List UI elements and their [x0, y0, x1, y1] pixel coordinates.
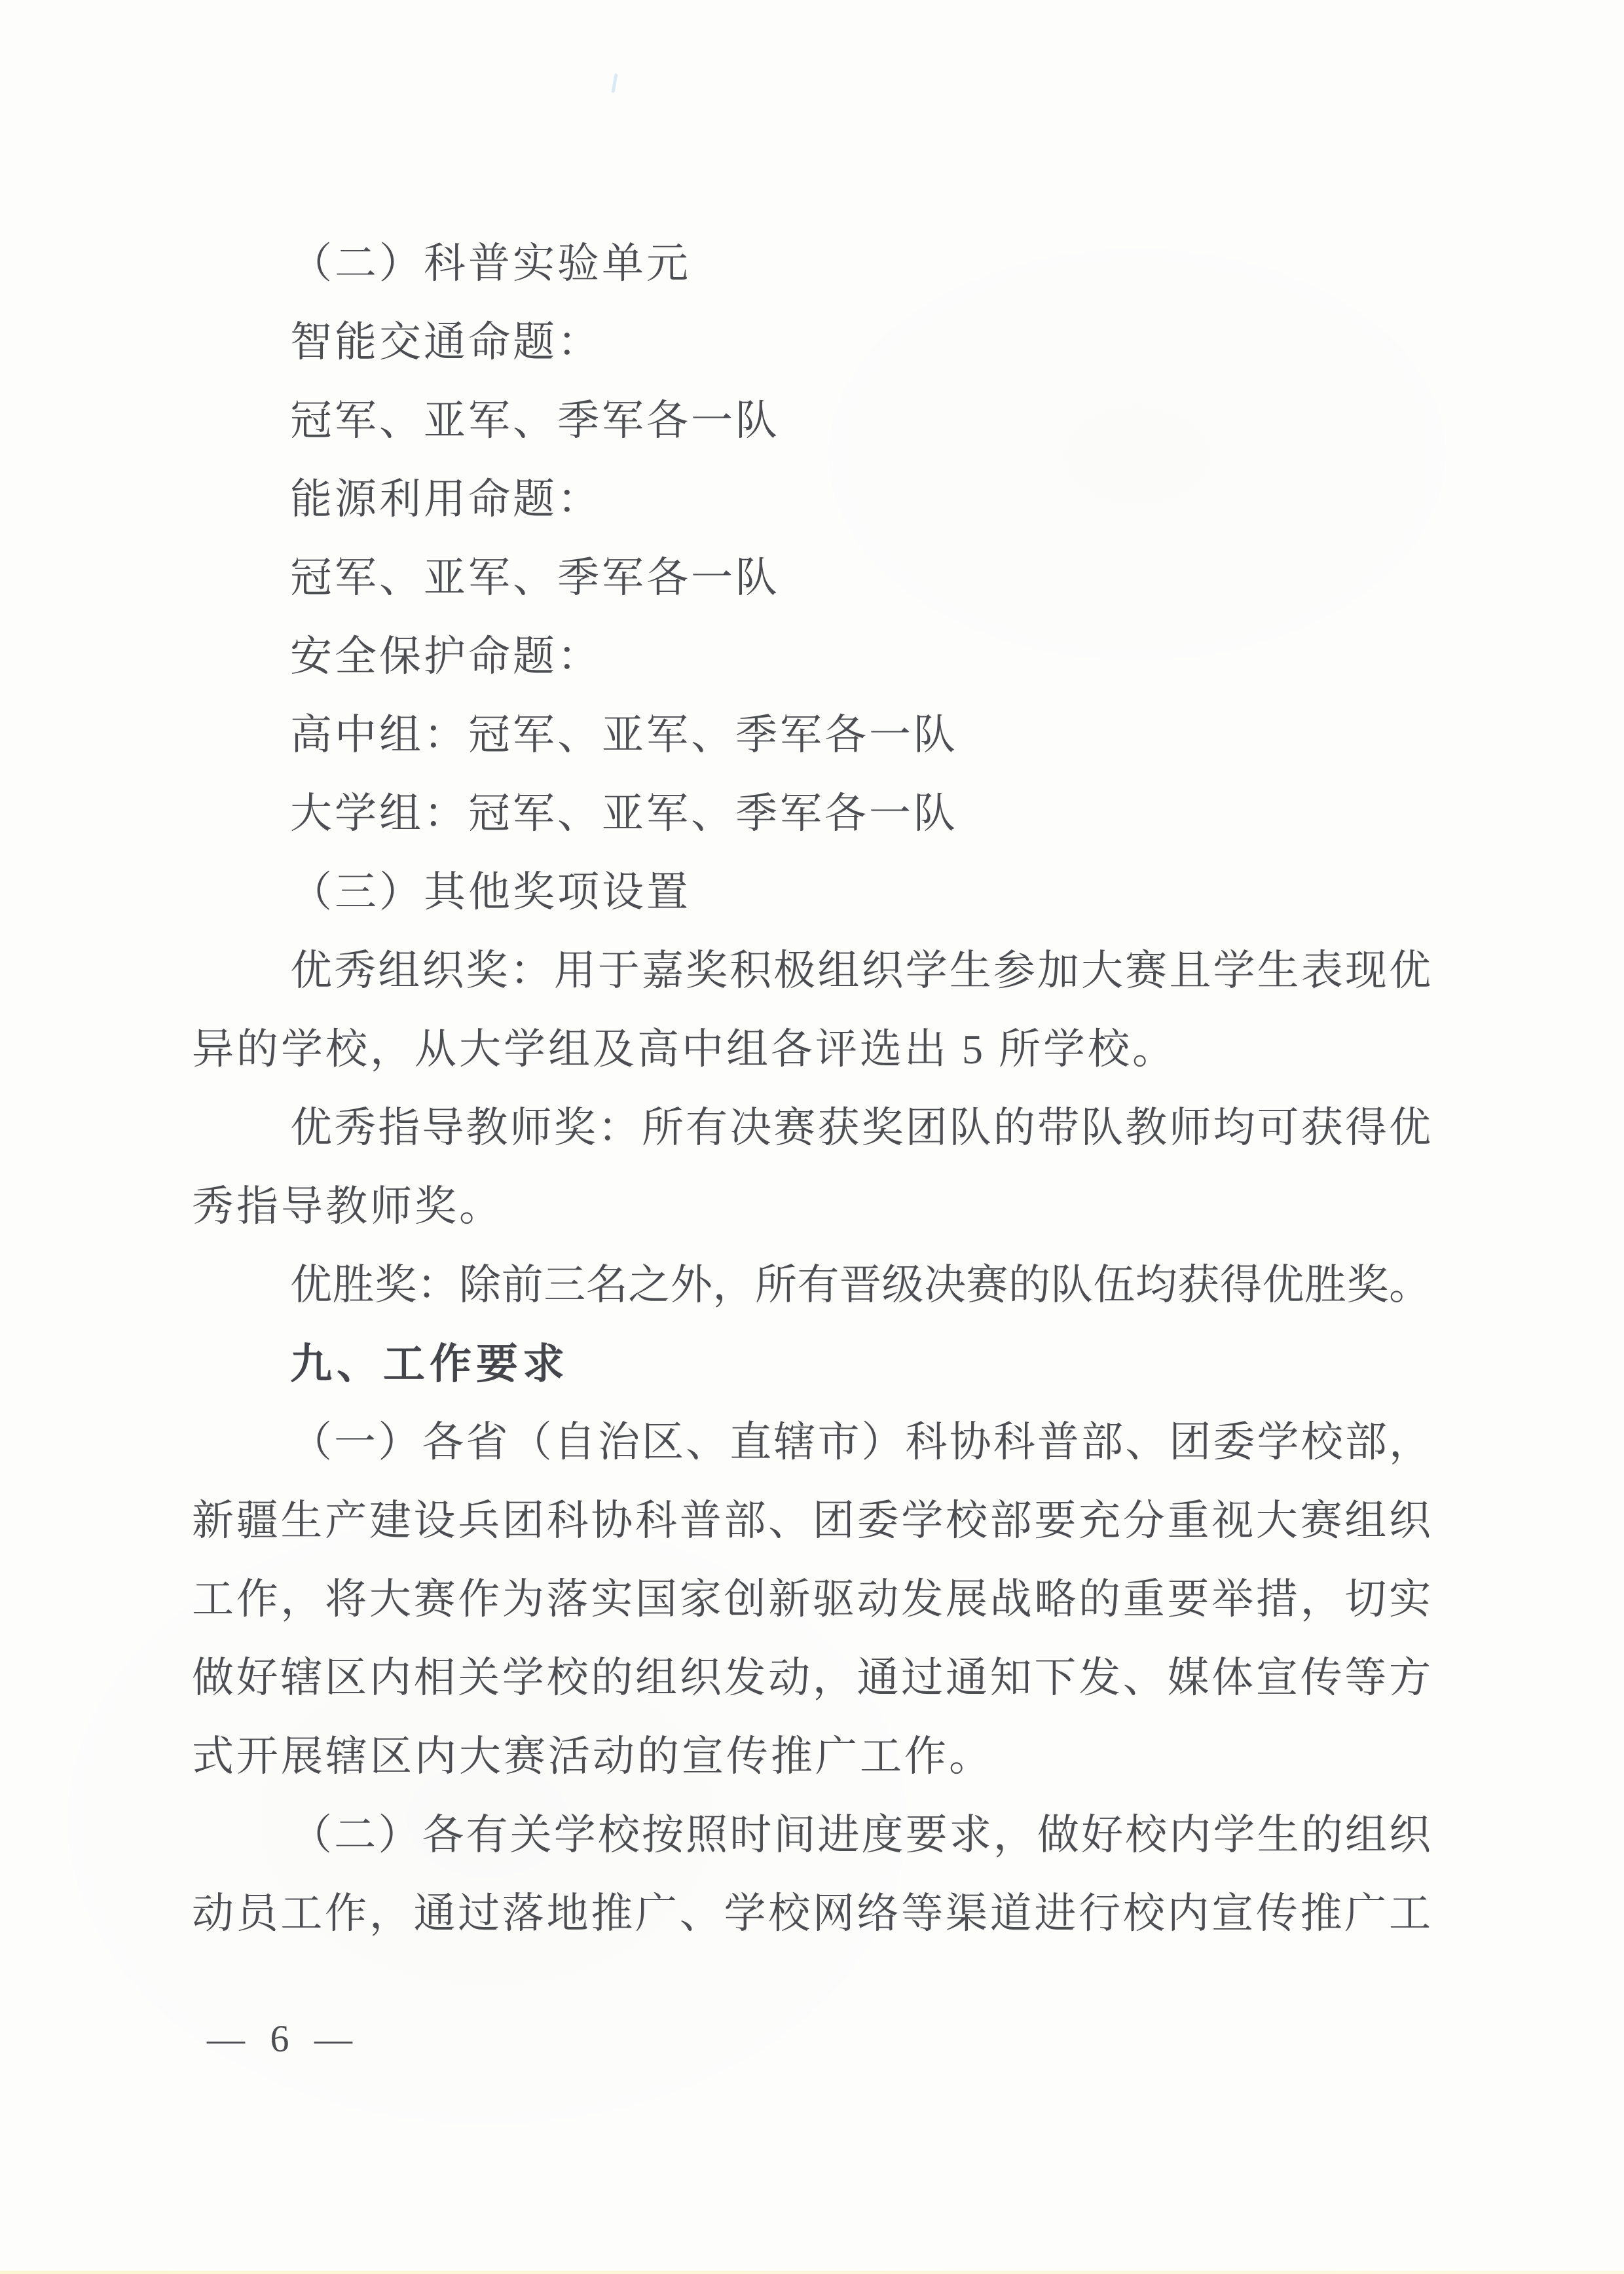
text-line: 冠军、亚军、季军各一队	[290, 555, 780, 601]
text-line: 异的学校，从大学组及高中组各评选出 5 所学校。	[192, 1026, 1177, 1073]
page-number: — 6 —	[207, 2017, 360, 2060]
scan-artifact-bottom-edge	[0, 2271, 1624, 2274]
text-line: 大学组：冠军、亚军、季军各一队	[290, 790, 958, 837]
text-line: 式开展辖区内大赛活动的宣传推广工作。	[192, 1733, 993, 1780]
text-line: （三）其他奖项设置	[290, 869, 691, 915]
text-line: 动员工作，通过落地推广、学校网络等渠道进行校内宣传推广工	[192, 1890, 1431, 1937]
text-line: （一）各省（自治区、直辖市）科协科普部、团委学校部，	[290, 1419, 1431, 1465]
section-heading: 九、工作要求	[290, 1340, 569, 1387]
document-body	[192, 225, 1431, 1953]
text-line: 工作，将大赛作为落实国家创新驱动发展战略的重要举措，切实	[192, 1576, 1431, 1623]
text-line: 新疆生产建设兵团科协科普部、团委学校部要充分重视大赛组织	[192, 1497, 1431, 1544]
text-line: 优胜奖：除前三名之外，所有晋级决赛的队伍均获得优胜奖。	[290, 1262, 1431, 1308]
text-line: 优秀组织奖：用于嘉奖积极组织学生参加大赛且学生表现优	[290, 947, 1431, 994]
text-line: 能源利用命题：	[290, 476, 602, 523]
text-line: 高中组：冠军、亚军、季军各一队	[290, 712, 958, 758]
text-line: （二）科普实验单元	[290, 240, 691, 287]
text-line: 安全保护命题：	[290, 633, 602, 680]
text-line: 智能交通命题：	[290, 319, 602, 365]
text-line: 做好辖区内相关学校的组织发动，通过通知下发、媒体宣传等方	[192, 1655, 1431, 1701]
text-line: 冠军、亚军、季军各一队	[290, 397, 780, 444]
text-line: （二）各有关学校按照时间进度要求，做好校内学生的组织	[290, 1812, 1431, 1858]
text-line: 优秀指导教师奖：所有决赛获奖团队的带队教师均可获得优	[290, 1105, 1431, 1151]
text-line: 秀指导教师奖。	[192, 1183, 504, 1230]
